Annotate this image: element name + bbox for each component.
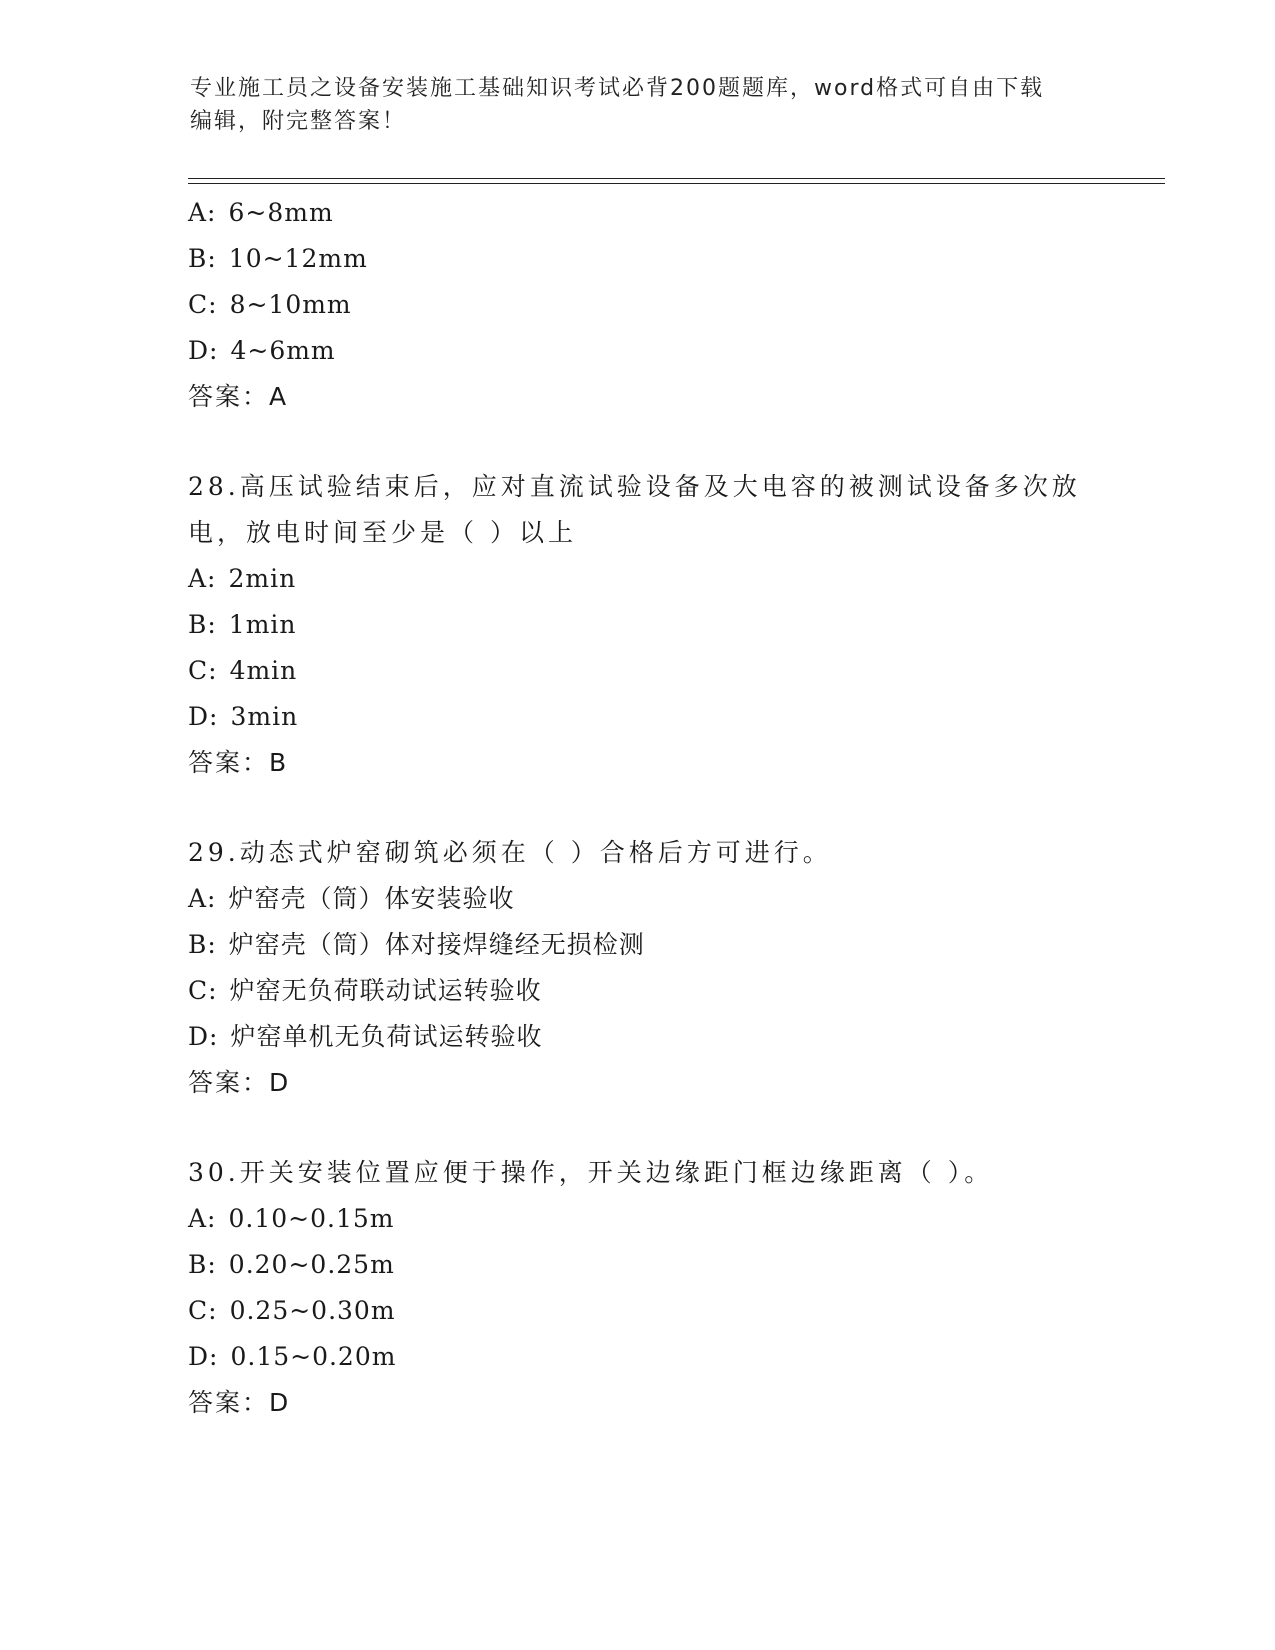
option-letter: A: [188, 564, 217, 593]
option-c [188, 648, 1108, 694]
document-header [190, 72, 1090, 138]
option-text: 0.10~0.15m [228, 1204, 395, 1233]
option-text: 8~10mm [229, 290, 352, 319]
option-a [188, 190, 1108, 236]
question-block-28 [188, 464, 1108, 786]
option-letter: B: [188, 930, 217, 959]
option-text: 0.25~0.30m [229, 1296, 396, 1325]
answer-line: 答案：D [188, 1068, 291, 1097]
header-line-2: 编辑，附完整答案！ [190, 109, 407, 134]
header-divider-bottom [188, 183, 1165, 184]
option-letter: B: [188, 610, 217, 639]
option-a [188, 556, 1108, 602]
option-letter: C: [188, 976, 218, 1005]
question-list [188, 190, 1108, 1426]
option-b [188, 922, 1108, 968]
option-letter: C: [188, 290, 218, 319]
option-d [188, 1014, 1108, 1060]
option-letter: A: [188, 884, 217, 913]
answer-line: 答案：D [188, 1388, 291, 1417]
question-text: 29.动态式炉窑砌筑必须在（ ）合格后方可进行。 [188, 838, 832, 867]
question-block-29 [188, 830, 1108, 1106]
answer-line: 答案：B [188, 748, 289, 777]
option-text: 炉窑单机无负荷试运转验收 [230, 1022, 543, 1051]
option-text: 1min [228, 610, 297, 639]
option-letter: C: [188, 1296, 218, 1325]
option-text: 6~8mm [228, 198, 334, 227]
option-letter: C: [188, 656, 218, 685]
option-text: 炉窑壳（筒）体对接焊缝经无损检测 [228, 930, 645, 959]
option-letter: D: [188, 336, 219, 365]
option-c [188, 282, 1108, 328]
question-text: 28.高压试验结束后，应对直流试验设备及大电容的被测试设备多次放电，放电时间至少是（ ）以上 [188, 472, 1081, 547]
option-d [188, 694, 1108, 740]
option-c [188, 1288, 1108, 1334]
option-letter: B: [188, 244, 217, 273]
header-divider-top [188, 178, 1165, 179]
option-text: 0.20~0.25m [228, 1250, 395, 1279]
option-a [188, 876, 1108, 922]
option-c [188, 968, 1108, 1014]
option-text: 4~6mm [230, 336, 336, 365]
question-block-27 [188, 190, 1108, 420]
option-text: 炉窑壳（筒）体安装验收 [228, 884, 515, 913]
option-d [188, 1334, 1108, 1380]
option-text: 炉窑无负荷联动试运转验收 [229, 976, 542, 1005]
option-letter: D: [188, 1342, 219, 1371]
option-letter: A: [188, 1204, 217, 1233]
option-letter: B: [188, 1250, 217, 1279]
option-a [188, 1196, 1108, 1242]
header-line-1: 专业施工员之设备安装施工基础知识考试必背200题题库，word格式可自由下载 [190, 76, 1045, 101]
question-text: 30.开关安装位置应便于操作，开关边缘距门框边缘距离（ ）。 [188, 1158, 994, 1187]
question-block-30 [188, 1150, 1108, 1426]
option-b [188, 602, 1108, 648]
option-text: 10~12mm [228, 244, 368, 273]
option-text: 0.15~0.20m [230, 1342, 397, 1371]
option-letter: D: [188, 1022, 219, 1051]
option-b [188, 1242, 1108, 1288]
answer-line: 答案：A [188, 382, 289, 411]
option-text: 4min [229, 656, 298, 685]
option-letter: A: [188, 198, 217, 227]
option-text: 3min [230, 702, 299, 731]
option-b [188, 236, 1108, 282]
option-d [188, 328, 1108, 374]
option-text: 2min [228, 564, 297, 593]
option-letter: D: [188, 702, 219, 731]
